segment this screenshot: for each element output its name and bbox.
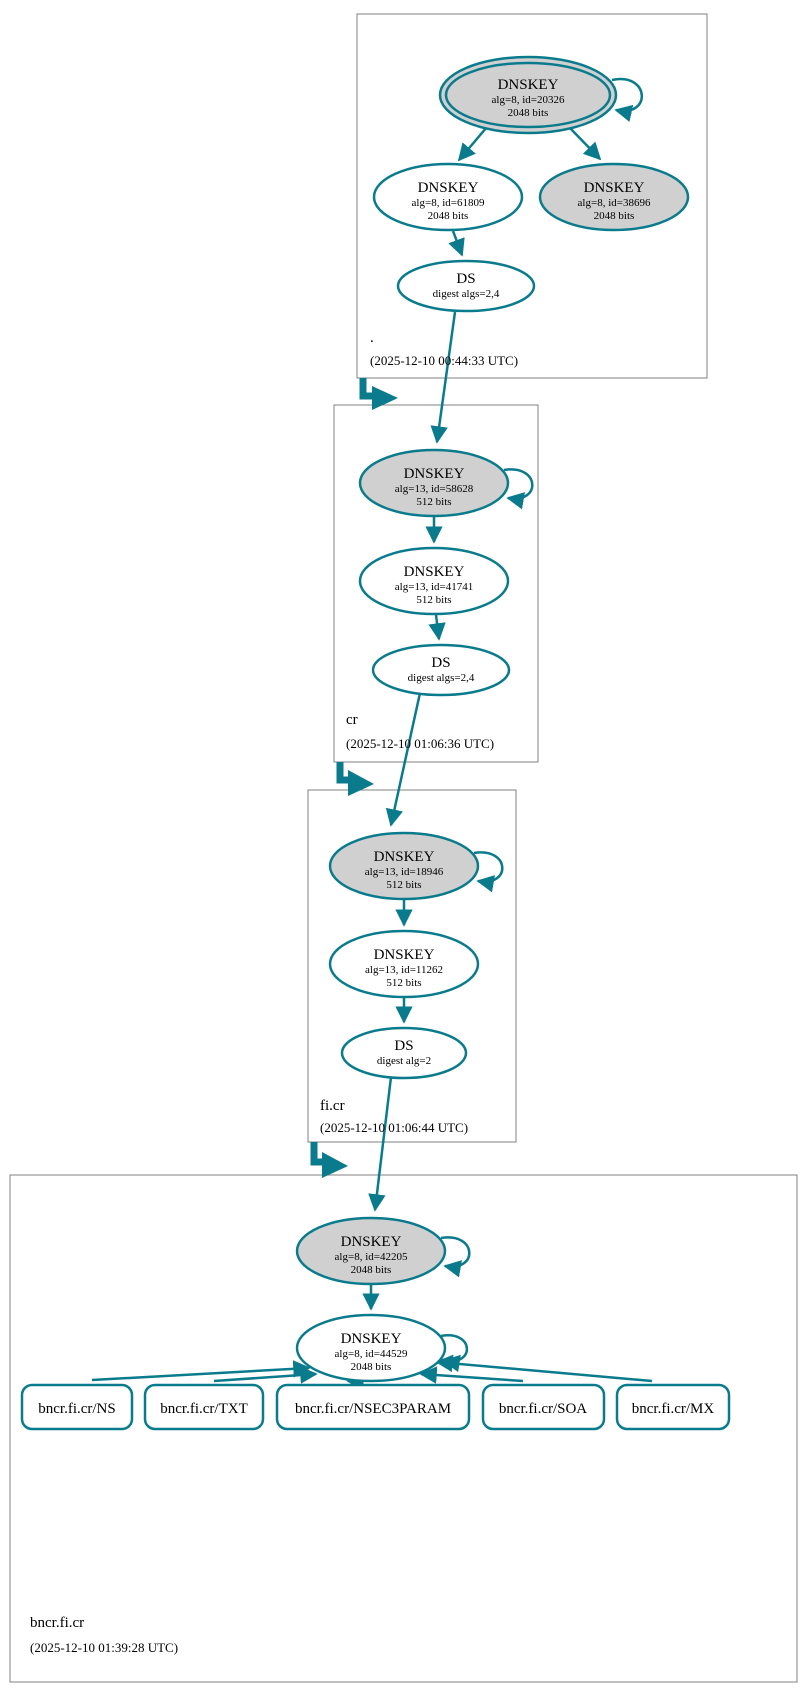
- node-label: DNSKEY: [373, 849, 435, 865]
- node-subline-1: alg=8, id=61809: [411, 197, 485, 209]
- node-subline-2: 2048 bits: [427, 210, 469, 222]
- node-ds-root[interactable]: [398, 261, 534, 311]
- node-subline-2: 2048 bits: [350, 1264, 392, 1276]
- node-dnskey-cr-zsk-41741[interactable]: [360, 548, 508, 614]
- rrset-mx[interactable]: [617, 1385, 729, 1429]
- node-label: DNSKEY: [417, 180, 479, 196]
- rrset-soa[interactable]: [483, 1385, 604, 1429]
- node-subline-1: alg=13, id=58628: [394, 483, 474, 495]
- node-subline-2: 512 bits: [386, 879, 422, 891]
- node-label: DNSKEY: [583, 180, 645, 196]
- node-ds-cr[interactable]: [373, 645, 509, 695]
- node-dnskey-cr-ksk-58628[interactable]: [360, 450, 508, 516]
- rrset-label: bncr.fi.cr/NSEC3PARAM: [294, 1401, 452, 1417]
- node-subline-1: alg=8, id=38696: [577, 197, 651, 209]
- rrset-txt[interactable]: [145, 1385, 263, 1429]
- node-label: DNSKEY: [373, 947, 435, 963]
- node-subline-2: 2048 bits: [350, 1361, 392, 1373]
- rrset-nsec3param[interactable]: [277, 1385, 469, 1429]
- zone-label-fi-cr-date: (2025-12-10 01:06:44 UTC): [320, 1120, 469, 1135]
- rrset-label: bncr.fi.cr/TXT: [160, 1401, 248, 1417]
- node-dnskey-root-zsk-38696[interactable]: [540, 164, 688, 230]
- zone-label-root-date: (2025-12-10 00:44:33 UTC): [370, 353, 519, 368]
- node-ds-fi-cr[interactable]: [342, 1028, 466, 1078]
- node-dnskey-bncr-ksk-42205[interactable]: [297, 1218, 445, 1284]
- zone-label-bncr-fi-cr-name: bncr.fi.cr: [30, 1615, 85, 1631]
- rrset-ns[interactable]: [22, 1385, 132, 1429]
- node-label: DNSKEY: [403, 564, 465, 580]
- node-label: DNSKEY: [497, 77, 559, 93]
- node-subline-1: alg=8, id=44529: [334, 1348, 408, 1360]
- node-subline-2: 512 bits: [416, 594, 452, 606]
- rrset-label: bncr.fi.cr/MX: [631, 1401, 715, 1417]
- node-subline-1: alg=13, id=18946: [364, 866, 444, 878]
- zone-label-cr-name: cr: [346, 712, 358, 728]
- node-label: DNSKEY: [340, 1234, 402, 1250]
- node-subline-1: digest algs=2,4: [432, 288, 500, 300]
- node-subline-1: alg=8, id=42205: [334, 1251, 408, 1263]
- node-label: DNSKEY: [403, 466, 465, 482]
- node-subline-1: alg=8, id=20326: [491, 94, 565, 106]
- rrset-label: bncr.fi.cr/SOA: [498, 1401, 588, 1417]
- node-subline-1: digest alg=2: [376, 1055, 432, 1067]
- node-dnskey-fi-cr-zsk-11262[interactable]: [330, 931, 478, 997]
- node-label: DS: [456, 271, 476, 287]
- zone-label-bncr-fi-cr-date: (2025-12-10 01:39:28 UTC): [30, 1640, 179, 1655]
- node-subline-2: 512 bits: [416, 496, 452, 508]
- node-subline-2: 512 bits: [386, 977, 422, 989]
- node-subline-2: 2048 bits: [593, 210, 635, 222]
- node-subline-1: alg=13, id=11262: [365, 964, 443, 976]
- zone-label-fi-cr-name: fi.cr: [320, 1098, 345, 1114]
- node-label: DNSKEY: [340, 1331, 402, 1347]
- node-subline-2: 2048 bits: [507, 107, 549, 119]
- rrset-label: bncr.fi.cr/NS: [38, 1401, 116, 1417]
- node-dnskey-root-zsk-61809[interactable]: [374, 164, 522, 230]
- node-subline-1: digest algs=2,4: [407, 672, 475, 684]
- node-dnskey-fi-cr-ksk-18946[interactable]: [330, 833, 478, 899]
- node-dnskey-bncr-zsk-44529[interactable]: [297, 1315, 445, 1381]
- zone-label-root-name: .: [370, 330, 374, 346]
- node-label: DS: [431, 655, 451, 671]
- zone-link-fi-cr-to-bncr: [314, 1142, 348, 1178]
- node-label: DS: [394, 1038, 414, 1054]
- node-subline-1: alg=13, id=41741: [394, 581, 474, 593]
- node-dnskey-root-ksk-20326[interactable]: [440, 57, 616, 133]
- zone-label-cr-date: (2025-12-10 01:06:36 UTC): [346, 736, 495, 751]
